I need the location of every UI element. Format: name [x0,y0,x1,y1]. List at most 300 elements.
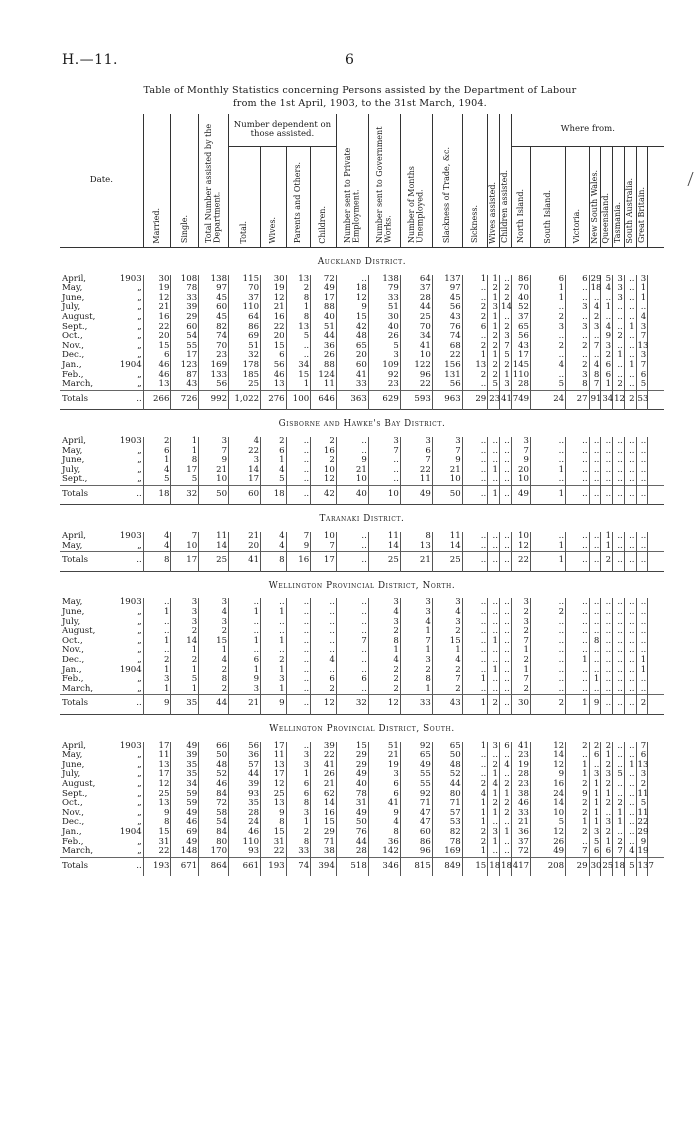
value-cell: 1 [229,608,261,618]
total-cell: .. [488,552,500,572]
value-cell: 49 [171,809,199,819]
value-cell: 15 [199,637,229,647]
section-title: Gisborne and Hawke's Bay District. [60,410,664,437]
month-cell: Jan., [62,664,82,675]
value-cell: 1 [488,790,500,800]
total-cell: 18 [500,857,512,876]
value-cell: .. [624,542,636,552]
value-cell: 1 [601,380,613,390]
value-cell: 1 [462,809,488,819]
value-cell: .. [462,284,488,294]
value-cell: 4 [500,761,512,771]
value-cell: .. [636,608,648,618]
value-cell: 2 [432,666,462,676]
value-cell: 40 [336,780,368,790]
value-cell: .. [624,685,636,695]
value-cell: 1 [566,818,589,828]
value-cell: .. [589,456,601,466]
value-cell: .. [566,542,589,552]
value-cell: .. [589,656,601,666]
table-row [60,847,664,857]
value-cell: 70 [229,284,261,294]
value-cell: 5 [601,275,613,285]
total-cell: 17 [311,552,337,572]
value-cell: .. [601,447,613,457]
value-cell: .. [488,532,500,542]
value-cell: 1 [286,303,311,313]
value-cell: 1 [601,790,613,800]
value-cell: .. [488,447,500,457]
value-cell: 86 [400,838,432,848]
value-cell: 49 [336,809,368,819]
value-cell: 56 [511,332,530,342]
value-cell: .. [613,675,625,685]
value-cell: 2 [261,656,287,666]
total-cell: 30 [511,695,530,715]
month-cell: March, [62,846,94,857]
document-code: H.—11. [62,52,118,68]
value-cell [648,818,664,828]
value-cell: 1 [261,685,287,695]
value-cell: 8 [286,799,311,809]
value-cell: 7 [636,361,648,371]
value-cell: 19 [261,284,287,294]
value-cell: 1 [488,770,500,780]
total-cell: 100 [286,390,311,410]
total-cell: 864 [199,857,229,876]
value-cell: .. [462,685,488,695]
value-cell: 8 [199,675,229,685]
value-cell: 1 [143,608,171,618]
value-cell: 2 [199,627,229,637]
value-cell: 28 [511,770,530,780]
value-cell: 65 [400,751,432,761]
value-cell: 1 [488,466,500,476]
value-cell: 10 [199,475,229,485]
value-cell: 14 [432,542,462,552]
col-children: Children. [318,205,328,244]
value-cell: 2 [636,780,648,790]
value-cell: 4 [261,532,287,542]
total-cell: 2 [624,390,636,410]
value-cell: 2 [311,685,337,695]
value-cell: 41 [368,799,400,809]
total-cell: .. [462,485,488,505]
value-cell: 36 [368,838,400,848]
value-cell: .. [488,847,500,857]
value-cell: 4 [462,790,488,800]
total-cell: 29 [566,857,589,876]
value-cell: 45 [199,313,229,323]
value-cell [648,666,664,676]
value-cell: .. [286,675,311,685]
value-cell: .. [624,342,636,352]
table-title [60,84,660,110]
year-cell: „ [137,292,142,303]
value-cell: .. [229,627,261,637]
value-cell: 9 [566,790,589,800]
value-cell: 29 [336,761,368,771]
value-cell: 41 [511,742,530,752]
value-cell: .. [286,598,311,608]
value-cell: .. [566,332,589,342]
value-cell: 9 [286,542,311,552]
value-cell: 49 [336,770,368,780]
value-cell: .. [462,475,488,485]
value-cell: .. [566,627,589,637]
value-cell: 123 [171,361,199,371]
total-cell: .. [624,695,636,715]
value-cell: .. [368,466,400,476]
value-cell: 28 [511,380,530,390]
value-cell: .. [624,332,636,342]
year-cell: „ [137,311,142,322]
value-cell: 2 [566,342,589,352]
value-cell: .. [566,456,589,466]
value-cell: .. [500,313,512,323]
value-cell: 1 [462,799,488,809]
value-cell: 46 [143,361,171,371]
value-cell: 1 [462,847,488,857]
value-cell: 11 [400,475,432,485]
value-cell: 17 [229,475,261,485]
value-cell: .. [566,466,589,476]
value-cell: 1 [171,666,199,676]
value-cell: 3 [143,675,171,685]
value-cell: 7 [511,447,530,457]
value-cell: .. [462,608,488,618]
value-cell: .. [636,646,648,656]
value-cell: 88 [311,361,337,371]
value-cell: 10 [311,466,337,476]
margin-pen-mark [687,172,699,186]
value-cell: .. [566,838,589,848]
value-cell: 6 [636,751,648,761]
value-cell: 1 [601,303,613,313]
value-cell: 3 [566,371,589,381]
value-cell: .. [286,637,311,647]
total-cell: .. [500,695,512,715]
value-cell: 2 [143,437,171,447]
value-cell: .. [462,532,488,542]
value-cell: 1 [589,799,601,809]
value-cell: .. [488,437,500,447]
totals-row [60,695,664,715]
value-cell [648,627,664,637]
value-cell: .. [636,447,648,457]
month-cell: April, [62,273,87,284]
value-cell: 20 [143,332,171,342]
value-cell: .. [624,284,636,294]
value-cell: 138 [368,275,400,285]
value-cell: 51 [368,742,400,752]
value-cell: 15 [336,313,368,323]
value-cell: .. [286,466,311,476]
value-cell: 5 [636,380,648,390]
value-cell: .. [601,666,613,676]
value-cell: 9 [636,838,648,848]
value-cell: 7 [400,637,432,647]
value-cell: 4 [143,542,171,552]
value-cell [648,294,664,304]
month-cell: Feb., [62,369,84,380]
value-cell: .. [624,656,636,666]
year-cell: 1903 [119,435,142,446]
value-cell: 39 [171,751,199,761]
value-cell: 3 [368,618,400,628]
section-title: Taranaki District. [60,505,664,532]
value-cell: .. [613,637,625,647]
value-cell [648,351,664,361]
value-cell: .. [613,542,625,552]
value-cell: 49 [400,761,432,771]
month-cell: June, [62,455,85,466]
total-cell: 25 [601,857,613,876]
value-cell [648,618,664,628]
value-cell: 5 [636,799,648,809]
value-cell: 44 [311,332,337,342]
year-cell: „ [137,798,142,809]
value-cell: 142 [368,847,400,857]
year-cell: 1903 [119,531,142,542]
value-cell: 21 [229,532,261,542]
total-cell: .. [500,485,512,505]
value-cell: 35 [229,799,261,809]
value-cell: .. [336,437,368,447]
value-cell: 3 [400,598,432,608]
year-cell: 1903 [119,597,142,608]
value-cell: 6 [336,675,368,685]
value-cell: .. [462,666,488,676]
value-cell [648,838,664,848]
value-cell [648,847,664,857]
value-cell: 1 [566,656,589,666]
value-cell: .. [624,618,636,628]
value-cell: .. [624,380,636,390]
value-cell: 22 [143,323,171,333]
value-cell: 2 [500,294,512,304]
value-cell: 12 [143,294,171,304]
col-total-assisted: Total Number assisted by the Department. [204,124,222,244]
value-cell: .. [500,847,512,857]
total-cell: 2 [530,695,565,715]
value-cell: .. [613,323,625,333]
value-cell: 10 [530,809,565,819]
value-cell: 14 [530,751,565,761]
value-cell: .. [500,770,512,780]
value-cell: 71 [432,799,462,809]
value-cell: 1 [601,532,613,542]
total-cell: 18 [261,485,287,505]
value-cell: .. [636,637,648,647]
value-cell: 25 [400,313,432,323]
value-cell: 33 [286,847,311,857]
value-cell: .. [488,675,500,685]
value-cell: 1 [143,685,171,695]
value-cell: 17 [143,770,171,780]
value-cell [648,780,664,790]
value-cell: .. [286,456,311,466]
value-cell: 13 [400,542,432,552]
value-cell: 110 [229,303,261,313]
month-cell: May, [62,597,83,608]
value-cell: 1 [566,761,589,771]
value-cell: .. [311,608,337,618]
value-cell: 7 [432,447,462,457]
value-cell: 41 [400,342,432,352]
value-cell: 12 [511,542,530,552]
value-cell: .. [613,313,625,323]
month-cell: August, [62,626,96,637]
value-cell: 2 [199,666,229,676]
col-government-works: Number sent to Government Works. [374,126,393,244]
totals-row [60,552,664,572]
value-cell: 86 [511,275,530,285]
totals-dots: .. [115,485,143,505]
value-cell: 74 [432,332,462,342]
value-cell: 13 [286,275,311,285]
value-cell: 3 [636,770,648,780]
value-cell: 1 [530,542,565,552]
value-cell [648,809,664,819]
value-cell: 13 [286,323,311,333]
value-cell: 52 [511,303,530,313]
value-cell: .. [636,685,648,695]
value-cell: 52 [432,770,462,780]
year-cell: „ [137,464,142,475]
total-cell: 1,022 [229,390,261,410]
value-cell: 10 [311,532,337,542]
value-cell: 59 [171,799,199,809]
value-cell: 78 [336,790,368,800]
value-cell: .. [462,761,488,771]
value-cell: .. [530,656,565,666]
total-cell [648,695,664,715]
value-cell: 1 [462,818,488,828]
total-cell: 276 [261,390,287,410]
value-cell: 1 [488,323,500,333]
value-cell: .. [613,656,625,666]
value-cell: 47 [400,809,432,819]
value-cell: 15 [311,818,337,828]
value-cell: .. [488,618,500,628]
value-cell [648,361,664,371]
value-cell: .. [624,838,636,848]
value-cell: 48 [336,332,368,342]
value-cell: .. [488,542,500,552]
value-cell: 97 [199,284,229,294]
value-cell: .. [488,475,500,485]
value-cell: 6 [500,742,512,752]
value-cell: 1 [488,666,500,676]
value-cell: .. [530,598,565,608]
value-cell: 2 [601,799,613,809]
value-cell: 8 [286,313,311,323]
value-cell: 2 [432,627,462,637]
value-cell: .. [462,380,488,390]
month-cell: August, [62,311,96,322]
value-cell: 23 [511,780,530,790]
col-sickness: Sickness. [469,205,479,244]
value-cell: .. [624,742,636,752]
value-cell: 2 [368,685,400,695]
year-cell: „ [137,540,142,551]
value-cell: .. [566,685,589,695]
year-cell: 1904 [119,826,142,837]
value-cell: 6 [311,675,337,685]
value-cell: .. [601,618,613,628]
value-cell: 37 [400,284,432,294]
month-cell: Oct., [62,331,83,342]
value-cell: 3 [636,323,648,333]
total-cell: 21 [400,552,432,572]
value-cell: 156 [432,361,462,371]
value-cell: .. [286,618,311,628]
value-cell: 2 [400,666,432,676]
value-cell: 7 [566,847,589,857]
value-cell: .. [613,598,625,608]
value-cell: 8 [566,380,589,390]
total-cell: 518 [336,857,368,876]
value-cell: 6 [566,275,589,285]
value-cell: .. [589,437,601,447]
total-cell: 2 [601,552,613,572]
value-cell: 2 [566,828,589,838]
value-cell: 14 [501,302,512,313]
total-cell: 849 [432,857,462,876]
table-title-line-2: from the 1st April, 1903, to the 31st March, 1904. [233,98,487,109]
value-cell: .. [488,627,500,637]
value-cell: .. [589,447,601,457]
col-tasmania: Tasmania. [613,202,623,244]
value-cell: 3 [368,770,400,780]
value-cell: 2 [171,627,199,637]
table-header [60,114,664,248]
value-cell: .. [624,351,636,361]
value-cell: 1 [589,780,601,790]
value-cell: .. [613,608,625,618]
value-cell: 10 [511,475,530,485]
value-cell: 39 [311,742,337,752]
value-cell: 21 [261,303,287,313]
value-cell: 1 [636,284,648,294]
total-cell: .. [624,485,636,505]
value-cell: 2 [601,828,613,838]
value-cell: .. [500,675,512,685]
value-cell: .. [613,475,625,485]
value-cell: 28 [400,294,432,304]
value-cell: .. [613,447,625,457]
value-cell: 11 [368,532,400,542]
value-cell: 14 [199,542,229,552]
value-cell: 6 [286,790,311,800]
total-cell: 2 [636,695,648,715]
value-cell: 70 [199,342,229,352]
total-cell: 50 [432,485,462,505]
value-cell: 82 [432,828,462,838]
value-cell: 1 [589,818,601,828]
value-cell: 4 [601,284,613,294]
month-cell: Sept., [62,788,88,799]
value-cell: 3 [488,828,500,838]
value-cell: .. [462,466,488,476]
value-cell: 3 [171,618,199,628]
value-cell: 20 [229,542,261,552]
value-cell: 69 [229,332,261,342]
value-cell: 87 [171,371,199,381]
value-cell: 40 [511,294,530,304]
value-cell: 11 [199,532,229,542]
